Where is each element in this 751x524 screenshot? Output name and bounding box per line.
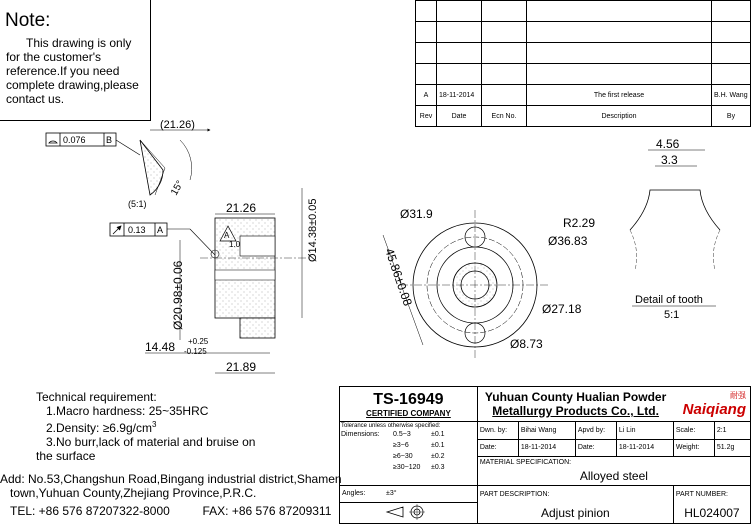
hub-len-tol-up: +0.25	[188, 337, 209, 346]
ts-cell: TS-16949 CERTIFIED COMPANY	[340, 387, 478, 422]
datum-flag: A	[224, 231, 230, 240]
tooth-detail	[630, 137, 720, 321]
logo: 耐强 Naiqiang	[673, 387, 750, 422]
side-section-view	[145, 188, 319, 374]
detail-label: Detail of tooth	[635, 294, 703, 306]
hub-len-tol-low: -0.125	[184, 347, 207, 356]
tooth-w2-dim: 3.3	[661, 153, 678, 167]
pitch-circle-dim: Ø31.9	[400, 207, 433, 221]
root-circle-dim: Ø27.18	[542, 302, 582, 316]
runout-value: 0.13	[128, 225, 146, 235]
chamfer-detail	[128, 119, 210, 209]
company-address: Add: No.53,Changshun Road,Bingang industrial district,Shamen town,Yuhuan County,Zhejiang Province,P.R.C. TEL: +86 576 87207322-8000 FAX: +86 576 87209311	[0, 472, 342, 518]
flatness-datum: B	[106, 135, 113, 145]
chamfer-scale: (5:1)	[128, 199, 147, 209]
material-value: Alloyed steel	[477, 468, 750, 486]
projection-symbol	[340, 503, 478, 524]
chamfer-angle: 15°	[169, 178, 187, 198]
chamfer-width: (21.26)	[160, 119, 195, 131]
technical-requirements: Technical requirement: 1.Macro hardness: 25~35HRC 2.Density: $\ge 6.9g/cm^3$ 3.No burr,lack of material and bruise on the surface	[36, 390, 256, 463]
runout-icon	[113, 226, 121, 234]
hub-len-dim: 14.48	[145, 340, 176, 354]
datum-ref: 1.0	[229, 240, 241, 249]
fax: FAX: +86 576 87209311	[202, 504, 332, 518]
od-hub-dim: Ø20.98±0.06	[171, 260, 185, 330]
flatness-frame	[46, 133, 140, 155]
title-block: TS-16949 CERTIFIED COMPANY Yuhuan County Hualian Powder Metallurgy Products Co., Ltd. 耐强 Naiqiang Tolerance unless otherwise specified: Dimensions: 0.5~3 ≥3~6 ≥6~30 ≥30~120 ±0.1 ±0.1 ±0.2 ±0.3 Dwn. by: Bihai Wang Apvd by: Li Lin Scale: 2:1 Date: 18-11-2014 Date: 18-11-2014 Weight: 51.2g MATERIAL SPECIFICATION: Alloyed steel Angles: ±3° PART DESCRIPTION: PART NUMBER: Adjust pinion HL024007	[339, 386, 751, 524]
revision-row: A 18-11-2014 The first release B.H. Wang	[416, 85, 751, 106]
detail-scale: 5:1	[664, 309, 680, 321]
runout-frame	[110, 223, 215, 255]
tolerance-table: Tolerance unless otherwise specified: Dimensions: 0.5~3 ≥3~6 ≥6~30 ≥30~120 ±0.1 ±0.1 ±0.2 ±0.3	[340, 422, 478, 486]
bore-dim: Ø14.38±0.05	[307, 198, 319, 262]
total-len-dim: 21.89	[226, 360, 257, 374]
span-dim: 45.86±0.08	[382, 246, 415, 308]
note-title: Note:	[5, 10, 51, 31]
tip-circle-dim: Ø36.83	[548, 234, 588, 248]
projection-icon	[383, 504, 433, 520]
tel: TEL: +86 576 87207322-8000	[10, 504, 170, 518]
width-top: 21.26	[226, 201, 257, 215]
part-number: HL024007	[673, 503, 750, 524]
flatness-value: 0.076	[63, 135, 86, 145]
hole-dim: Ø8.73	[510, 337, 543, 351]
revision-header: Rev Date Ecn No. Description By	[416, 106, 751, 127]
gear-front-view	[382, 207, 595, 360]
tooth-w1-dim: 4.56	[656, 137, 680, 151]
radius-dim: R2.29	[563, 216, 596, 230]
part-description: Adjust pinion	[477, 503, 673, 524]
runout-datum: A	[157, 225, 164, 235]
company-cell: Yuhuan County Hualian Powder Metallurgy Products Co., Ltd.	[477, 387, 673, 422]
note-body: This drawing is only for the customer's reference.If you need complete drawing,please contact us.	[6, 36, 139, 106]
flatness-icon	[49, 141, 57, 143]
